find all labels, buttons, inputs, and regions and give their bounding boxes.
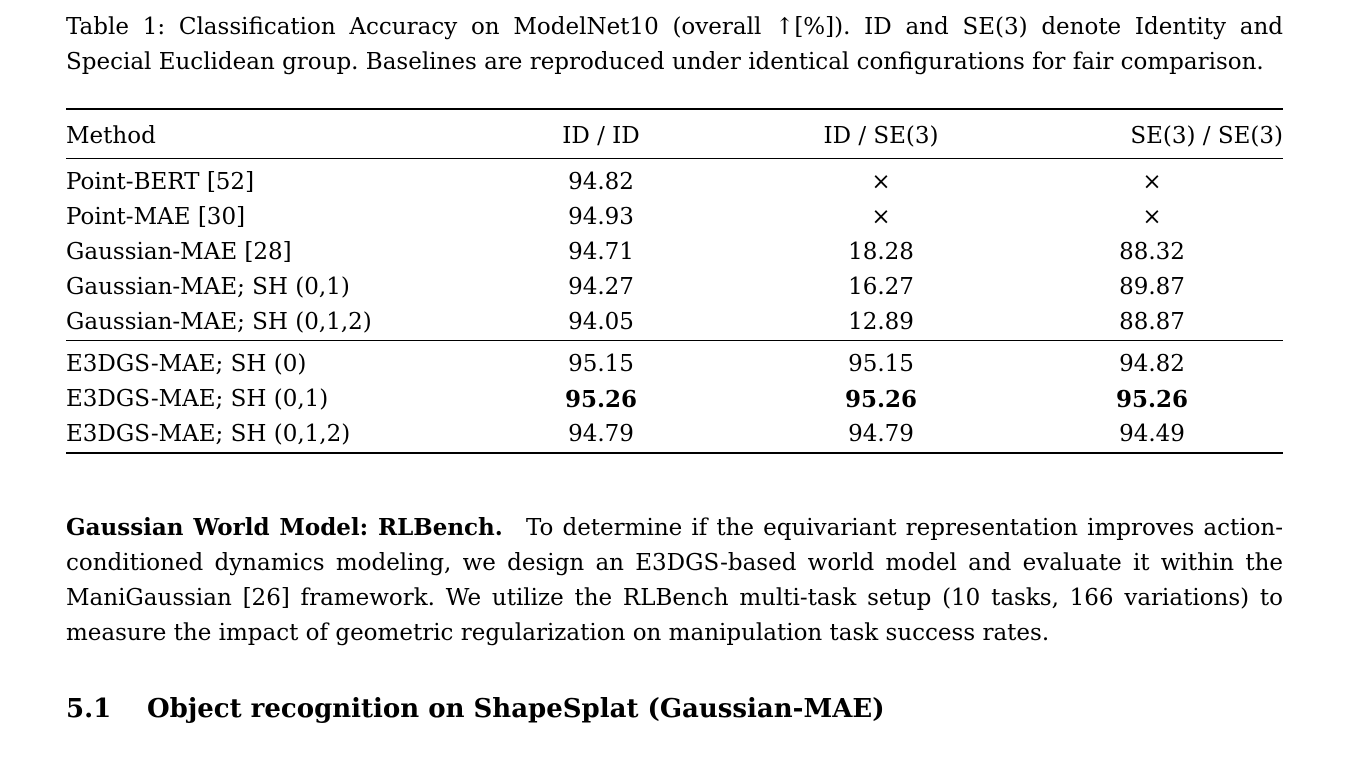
- paper-page: [66, 10, 1283, 727]
- cell-se3-se3-best: 95.26: [1115, 386, 1189, 413]
- paragraph-text: To determine if the equivariant representation improves action-conditioned dynamics modeling, we design an E3DGS-based world model and evaluate it within the ManiGaussian [26] framework. We utilize the RLBench multi-task setup (10 tasks, 166 variations) to measure the impact of geometric regularization on manipulation task success rates.: [66, 515, 1284, 646]
- header-method: Method: [66, 123, 156, 149]
- cell-id-se3: 94.79: [741, 417, 1021, 453]
- cell-id-id: 94.82: [568, 169, 634, 195]
- body-paragraph: [66, 510, 1283, 651]
- table-header-row: [66, 109, 1283, 159]
- section-number: 5.1: [66, 694, 112, 724]
- cell-method: E3DGS-MAE; SH (0,1,2): [66, 417, 461, 453]
- cell-se3-se3: 94.82: [1021, 341, 1283, 383]
- table-row: [66, 270, 1283, 305]
- table-row: [66, 305, 1283, 341]
- results-table: [66, 108, 1283, 454]
- table-row: [66, 159, 1283, 201]
- cell-se3-se3: ×: [1142, 169, 1162, 195]
- cell-id-id: 94.71: [568, 239, 634, 265]
- section-title: Object recognition on ShapeSplat (Gaussian-MAE): [147, 694, 885, 724]
- header-id-se3: ID / SE(3): [823, 123, 939, 149]
- cell-se3-se3: 94.49: [1021, 417, 1283, 453]
- paragraph-title: Gaussian World Model: RLBench.: [66, 514, 503, 541]
- cell-method: Gaussian-MAE; SH (0,1): [66, 274, 350, 300]
- cell-id-id: 94.05: [568, 309, 634, 335]
- table-row: [66, 417, 1283, 453]
- cell-method: E3DGS-MAE; SH (0): [66, 341, 461, 383]
- cell-id-se3: 95.15: [741, 341, 1021, 383]
- cell-id-se3: 18.28: [848, 239, 914, 265]
- table-row: [66, 341, 1283, 383]
- table-row: [66, 235, 1283, 270]
- cell-id-se3: 12.89: [848, 309, 914, 335]
- cell-method: Point-MAE [30]: [66, 204, 246, 230]
- cell-method: Point-BERT [52]: [66, 169, 255, 195]
- table-row: [66, 200, 1283, 235]
- header-id-id: ID / ID: [562, 123, 640, 149]
- cell-id-se3: ×: [871, 169, 891, 195]
- cell-id-id: 95.15: [461, 341, 741, 383]
- cell-method: Gaussian-MAE [28]: [66, 239, 292, 265]
- cell-id-id: 94.93: [568, 204, 634, 230]
- section-heading: [66, 691, 1283, 727]
- cell-id-se3: ×: [871, 204, 891, 230]
- cell-id-id-best: 95.26: [564, 386, 638, 413]
- table-row: [66, 382, 1283, 417]
- header-se3-se3: SE(3) / SE(3): [1130, 123, 1283, 149]
- cell-id-se3: 16.27: [848, 274, 914, 300]
- cell-se3-se3: 89.87: [1119, 274, 1185, 300]
- cell-method: E3DGS-MAE; SH (0,1): [66, 386, 329, 412]
- cell-se3-se3: ×: [1142, 204, 1162, 230]
- cell-id-id: 94.27: [568, 274, 634, 300]
- cell-se3-se3: 88.32: [1119, 239, 1185, 265]
- cell-se3-se3: 88.87: [1119, 309, 1185, 335]
- table-caption: Table 1: Classification Accuracy on ModelNet10 (overall ↑[%]). ID and SE(3) denote Identity and Special Euclidean group. Baselines are reproduced under identical configurations for fair comparison.: [66, 14, 1283, 75]
- cell-method: Gaussian-MAE; SH (0,1,2): [66, 309, 372, 335]
- cell-id-id: 94.79: [461, 417, 741, 453]
- cell-id-se3-best: 95.26: [844, 386, 918, 413]
